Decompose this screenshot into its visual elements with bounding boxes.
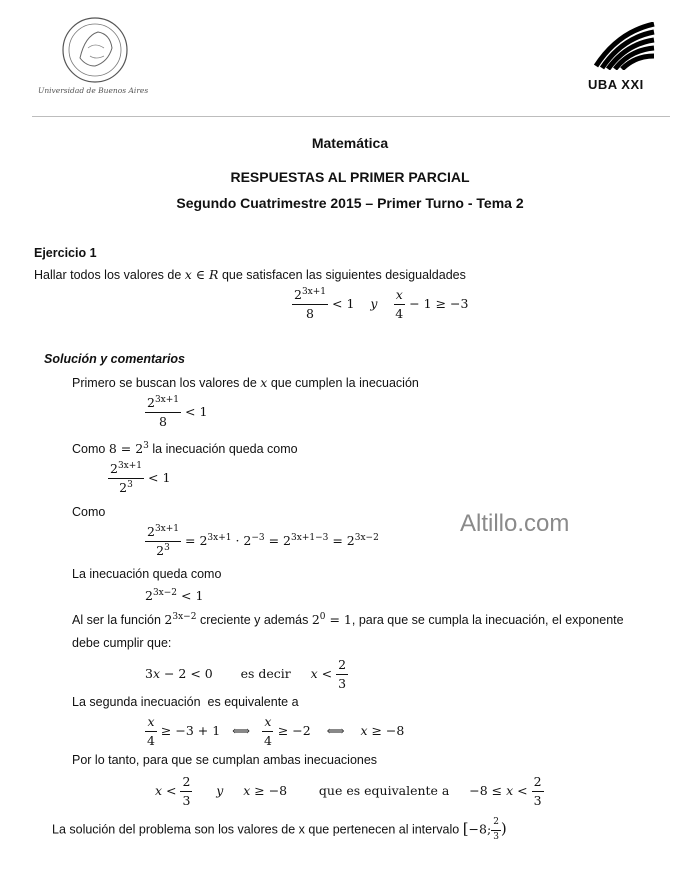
solution-p5-mid: creciente y además xyxy=(199,613,309,628)
exercise-statement xyxy=(34,267,466,282)
eq-3: $\frac{2^{3x+1}}{2^3}$ = $2^{3x+1} \cdot 2^{-3} = 2^{3x+1-3} = 2^{3x-2}$ xyxy=(147,524,379,559)
solution-p5-line2: debe cumplir que: xyxy=(72,636,172,650)
exercise-label: Ejercicio 1 xyxy=(34,246,97,260)
es-decir-text: es decir xyxy=(240,665,291,681)
solution-p3: Como xyxy=(72,505,106,519)
university-seal-logo xyxy=(40,14,150,96)
exercise-statement-post: que satisfacen las siguientes desigualdades xyxy=(221,268,466,282)
uba-xxi-logo xyxy=(588,22,658,92)
solution-p1-var: x xyxy=(260,375,268,390)
university-logo-caption: Universidad de Buenos Aires xyxy=(38,86,149,95)
solution-p6: La segunda inecuación es equivalente a xyxy=(72,695,299,709)
eq-4: $2^{3x-2} < 1$ xyxy=(145,588,204,604)
uba-xxi-logo-text: UBA XXI xyxy=(588,77,644,92)
solution-p2-post: la inecuación queda como xyxy=(152,442,298,457)
solution-p2: Como $8 = 2^3$ la inecuación queda como xyxy=(72,441,298,457)
eq-6: $\frac{x}{4}$ ≥ −3 + 1 ⟺ $\frac{x}{4}$ ≥ −2 ⟺ x ≥ −8 xyxy=(147,714,405,748)
eq-2: $\frac{2^{3x+1}}{2^3}$ < 1 xyxy=(110,461,171,496)
exercise-inequalities: $\frac{2^{3x+1}}{8}$ < 1 y $\frac{x}{4}$ − 1 ≥ −3 xyxy=(294,287,469,321)
solution-p1 xyxy=(72,375,419,390)
eq-7-y: y xyxy=(216,782,224,798)
exercise-statement-var: x ∈ R xyxy=(184,267,219,282)
conclusion: La solución del problema son los valores de x que pertenecen al intervalo [−8; $\frac{2}{3}$ ) xyxy=(52,817,507,842)
solution-p5: Al ser la función $2^{3x-2}$ creciente y además $2^0 = 1$, para que se cumpla la inecuación, el exponente xyxy=(72,612,624,628)
main-title: RESPUESTAS AL PRIMER PARCIAL xyxy=(230,169,470,185)
solution-p5-post: , para que se cumpla la inecuación, el exponente xyxy=(351,613,624,628)
solution-p1-post: que cumplen la inecuación xyxy=(270,376,419,390)
solution-p7: Por lo tanto, para que se cumplan ambas inecuaciones xyxy=(72,753,378,767)
exercise-statement-pre: Hallar todos los valores de xyxy=(34,268,182,282)
eq-7: x < $\frac{2}{3}$ y x ≥ −8 que es equivalente a −8 ≤ x < $\frac{2}{3}$ xyxy=(155,774,542,808)
solution-p1-pre: Primero se buscan los valores de xyxy=(72,376,257,390)
sub-title: Segundo Cuatrimestre 2015 – Primer Turno - Tema 2 xyxy=(176,195,524,211)
solution-heading: Solución y comentarios xyxy=(44,352,186,366)
eq-5: 3x − 2 < 0 es decir x < $\frac{2}{3}$ xyxy=(145,657,347,691)
exercise-y: y xyxy=(370,295,378,311)
conclusion-text: La solución del problema son los valores de x que pertenecen al intervalo xyxy=(52,822,460,837)
eq-1: $\frac{2^{3x+1}}{8}$ < 1 xyxy=(147,395,208,429)
watermark: Altillo.com xyxy=(460,510,570,537)
subject-title: Matemática xyxy=(311,135,389,151)
solution-p2-pre: Como xyxy=(72,442,106,457)
solution-p4: La inecuación queda como xyxy=(72,567,222,581)
solution-p5-pre: Al ser la función xyxy=(72,613,161,628)
header-divider xyxy=(32,116,670,117)
equivalente-text: que es equivalente a xyxy=(318,782,450,798)
